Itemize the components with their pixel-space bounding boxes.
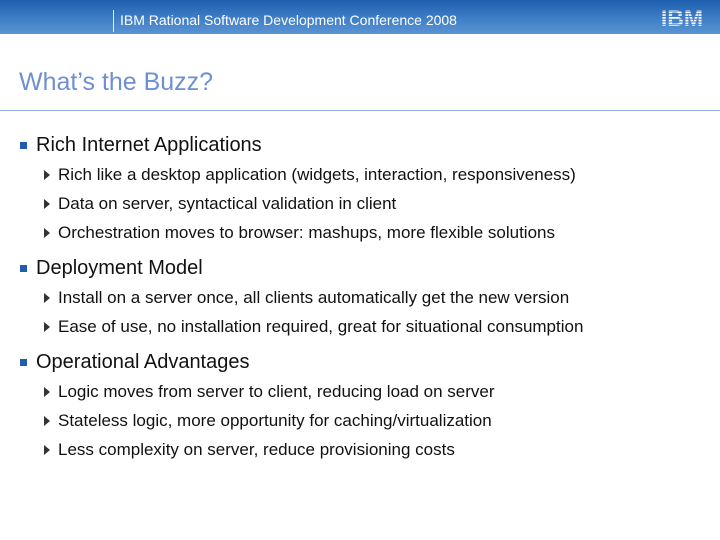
list-item-text: Orchestration moves to browser: mashups, more flexible solutions xyxy=(58,222,555,242)
section-rich-internet-applications xyxy=(20,130,710,247)
section-heading xyxy=(20,130,710,160)
square-bullet-icon xyxy=(20,359,27,366)
section-heading-text: Rich Internet Applications xyxy=(36,133,262,156)
logo-text: IBM xyxy=(660,6,704,28)
section-heading-text: Operational Advantages xyxy=(36,350,250,373)
list-item xyxy=(20,377,710,406)
section-deployment-model xyxy=(20,253,710,341)
list-item-text: Rich like a desktop application (widgets, interaction, responsiveness) xyxy=(58,164,576,184)
square-bullet-icon xyxy=(20,142,27,149)
triangle-bullet-icon xyxy=(44,322,50,332)
header-divider xyxy=(113,10,114,32)
triangle-bullet-icon xyxy=(44,170,50,180)
list-item xyxy=(20,160,710,189)
list-item-text: Data on server, syntactical validation in client xyxy=(58,193,397,213)
ibm-logo-icon xyxy=(653,6,711,28)
triangle-bullet-icon xyxy=(44,228,50,238)
triangle-bullet-icon xyxy=(44,416,50,426)
section-heading xyxy=(20,347,710,377)
page-title: What’s the Buzz? xyxy=(19,68,214,96)
triangle-bullet-icon xyxy=(44,293,50,303)
list-item xyxy=(20,312,710,341)
list-item-text: Logic moves from server to client, reducing load on server xyxy=(58,381,495,401)
list-item-text: Ease of use, no installation required, great for situational consumption xyxy=(58,316,584,336)
title-divider xyxy=(0,110,720,111)
triangle-bullet-icon xyxy=(44,387,50,397)
header-bar xyxy=(0,0,720,34)
section-heading-text: Deployment Model xyxy=(36,256,203,279)
list-item-text: Less complexity on server, reduce provisioning costs xyxy=(58,439,455,459)
list-item xyxy=(20,218,710,247)
conference-title: IBM Rational Software Development Conference 2008 xyxy=(120,12,457,28)
section-heading xyxy=(20,253,710,283)
square-bullet-icon xyxy=(20,265,27,272)
list-item xyxy=(20,189,710,218)
section-operational-advantages xyxy=(20,347,710,464)
content-body xyxy=(20,130,710,470)
list-item xyxy=(20,283,710,312)
triangle-bullet-icon xyxy=(44,199,50,209)
list-item xyxy=(20,435,710,464)
triangle-bullet-icon xyxy=(44,445,50,455)
list-item-text: Install on a server once, all clients automatically get the new version xyxy=(58,287,570,307)
list-item-text: Stateless logic, more opportunity for caching/virtualization xyxy=(58,410,492,430)
list-item xyxy=(20,406,710,435)
